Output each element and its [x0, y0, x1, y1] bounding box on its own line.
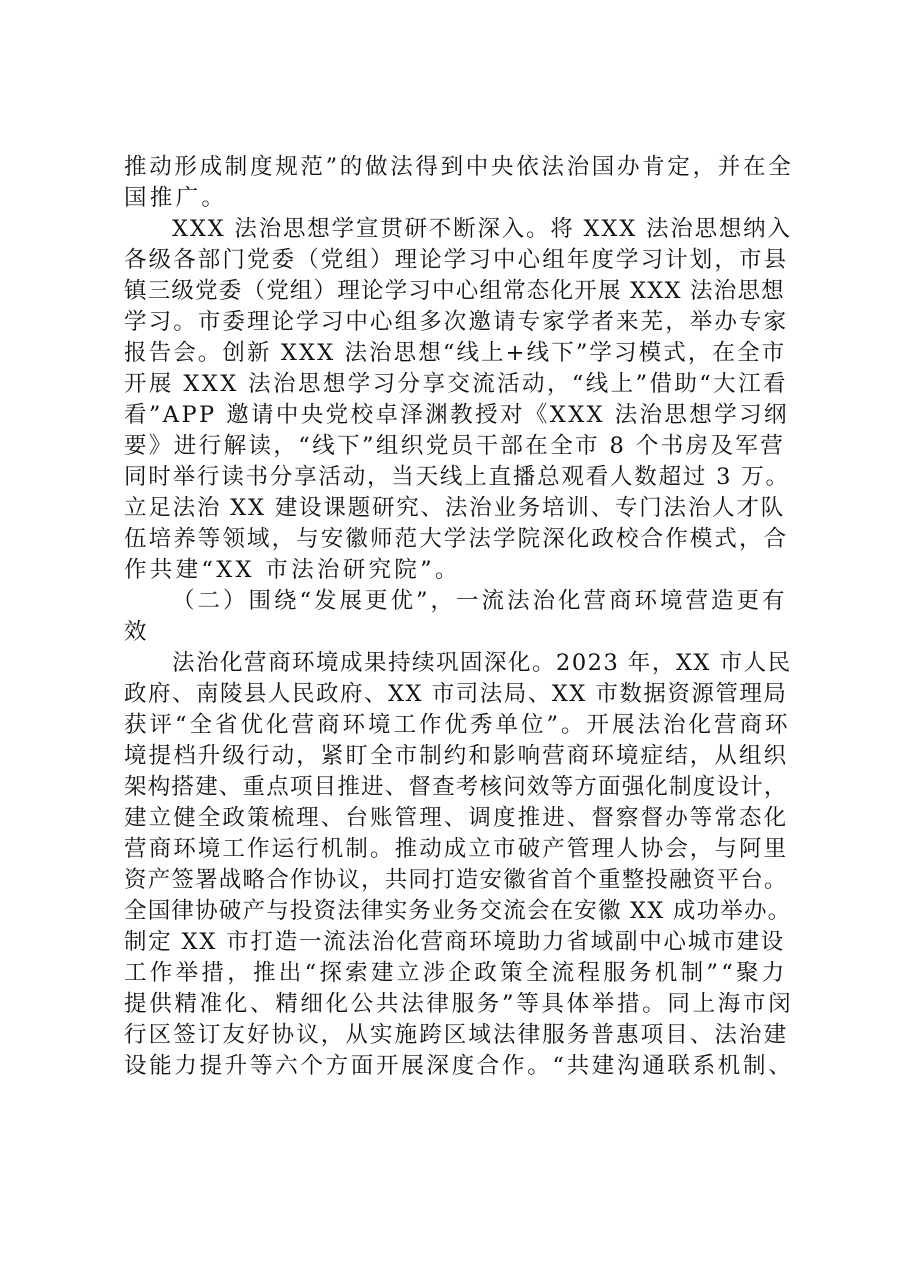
body-text	[124, 152, 792, 1082]
text-line: 全国律协破产与投资法律实务业务交流会在安徽 XX 成功举办。	[124, 898, 792, 924]
text-line: 要》进行解读，“线下”组织党员干部在全市 8 个书房及军营	[124, 433, 786, 459]
paragraph-start-line: XXX 法治思想学宣贯研不断深入。将 XXX 法治思想纳入	[172, 216, 792, 242]
text-line: 工作举措，推出“探索建立涉企政策全流程服务机制”“聚力	[124, 960, 788, 986]
text-line: 各级各部门党委（党组）理论学习中心组年度学习计划，市县	[124, 247, 789, 273]
text-line: 提供精准化、精细化公共法律服务”等具体举措。同上海市闵	[124, 991, 794, 1017]
text-line: 境提档升级行动，紧盯全市制约和影响营商环境症结，从组织	[124, 743, 789, 769]
section-heading: （二）围绕“发展更优”，一流法治化营商环境营造更有	[172, 588, 788, 614]
text-line: 设能力提升等六个方面开展深度合作。“共建沟通联系机制、	[124, 1053, 794, 1079]
text-line: 立足法治 XX 建设课题研究、法治业务培训、专门法治人才队	[124, 495, 786, 521]
text-line: 资产签署战略合作协议，共同打造安徽省首个重整投融资平台。	[124, 867, 788, 893]
text-line: 国推广。	[124, 185, 228, 211]
text-line: 开展 XXX 法治思想学习分享交流活动，“线上”借助“大江看	[124, 371, 788, 397]
text-line: 制定 XX 市打造一流法治化营商环境助力省域副中心城市建设	[124, 929, 786, 955]
text-line: 建立健全政策梳理、台账管理、调度推进、督察督办等常态化	[124, 805, 789, 831]
text-line: 镇三级党委（党组）理论学习中心组常态化开展 XXX 法治思想	[124, 278, 785, 304]
paragraph-start-line: 法治化营商环境成果持续巩固深化。2023 年，XX 市人民	[172, 650, 792, 676]
text-line: 政府、南陵县人民政府、XX 市司法局、XX 市数据资源管理局	[124, 681, 788, 707]
text-line: 同时举行读书分享活动，当天线上直播总观看人数超过 3 万。	[124, 464, 790, 490]
text-line: 推动形成制度规范”的做法得到中央依法治国办肯定，并在全	[124, 154, 794, 180]
text-line: 架构搭建、重点项目推进、督查考核问效等方面强化制度设计，	[124, 774, 788, 800]
text-line: 营商环境工作运行机制。推动成立市破产管理人协会，与阿里	[124, 836, 789, 862]
text-line: 报告会。创新 XXX 法治思想“线上+线下”学习模式，在全市	[124, 340, 787, 366]
text-line: 看”APP 邀请中央党校卓泽渊教授对《XXX 法治思想学习纲	[124, 402, 789, 428]
text-line: 伍培养等领域，与安徽师范大学法学院深化政校合作模式，合	[124, 526, 789, 552]
section-heading-cont: 效	[124, 619, 150, 645]
text-line: 获评“全省优化营商环境工作优秀单位”。开展法治化营商环	[124, 712, 791, 738]
text-line: 行区签订友好协议，从实施跨区域法律服务普惠项目、法治建	[124, 1022, 789, 1048]
text-line: 作共建“XX 市法治研究院”。	[124, 557, 461, 583]
text-line: 学习。市委理论学习中心组多次邀请专家学者来芜，举办专家	[124, 309, 789, 335]
